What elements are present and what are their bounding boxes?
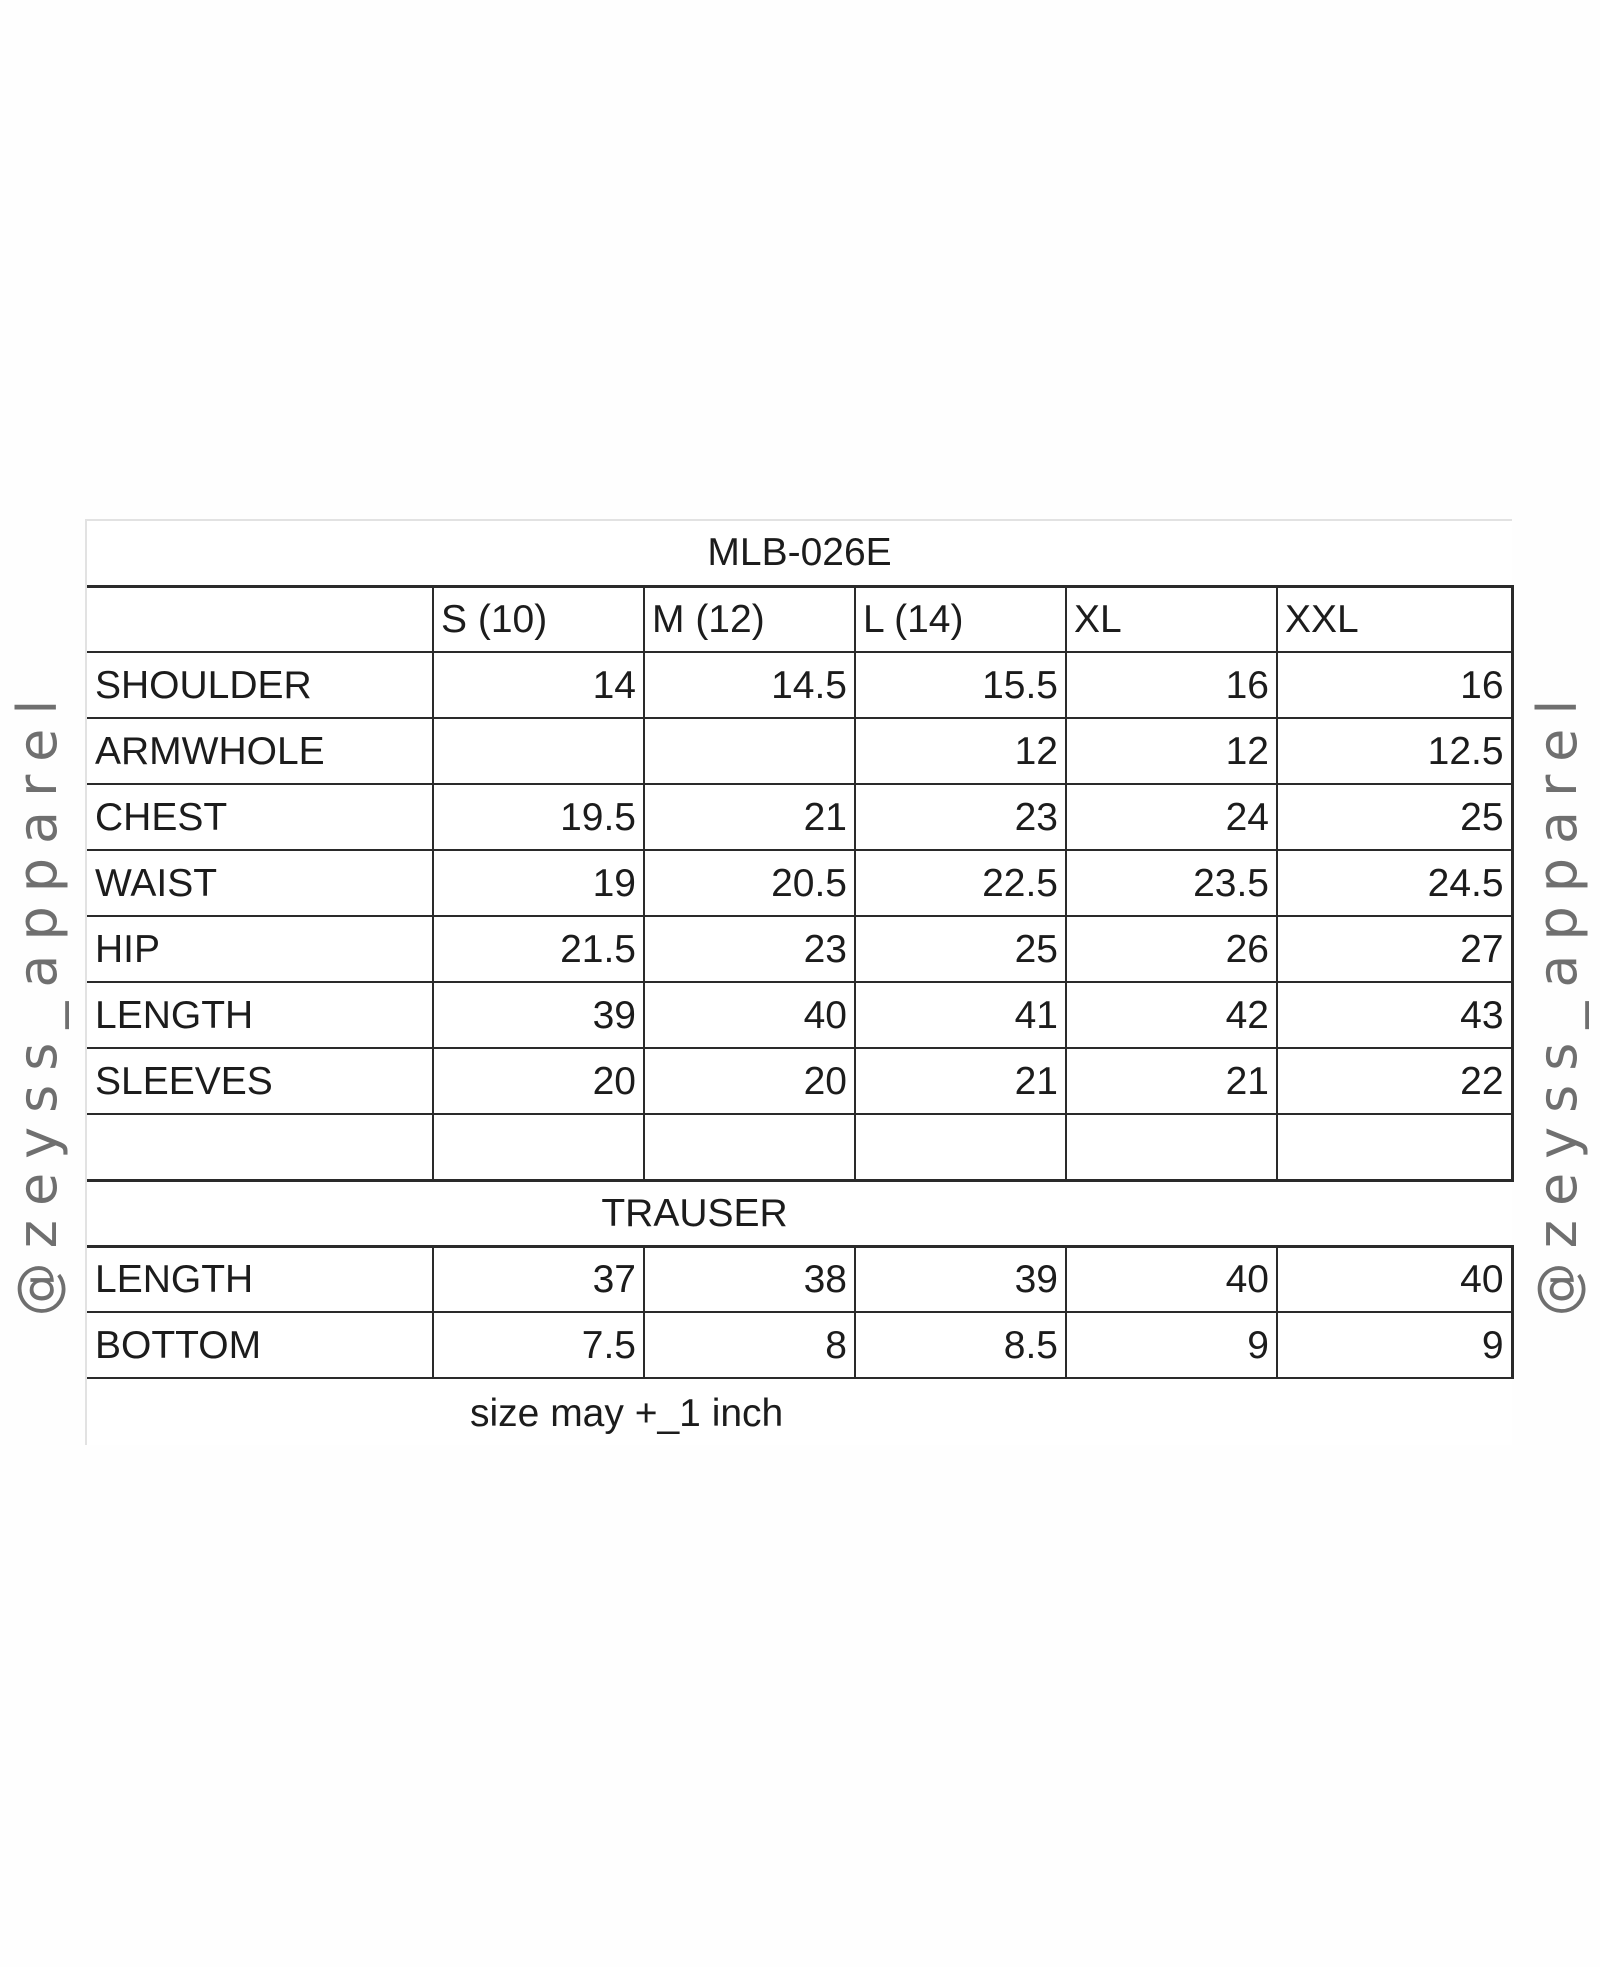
measurement-cell: 25 — [855, 916, 1066, 982]
table-row — [87, 1048, 1512, 1114]
size-note: size may +_1 inch — [470, 1392, 784, 1435]
size-header: M (12) — [644, 586, 855, 652]
measurement-cell: 8 — [644, 1312, 855, 1378]
measurement-cell: 20 — [433, 1048, 644, 1114]
measurement-cell: 19.5 — [433, 784, 644, 850]
size-header-row — [87, 586, 1512, 652]
measurement-cell — [1277, 1114, 1512, 1180]
measurement-cell: 38 — [644, 1246, 855, 1312]
table-row — [87, 850, 1512, 916]
watermark-right: @zeyss_apparel — [1526, 685, 1589, 1317]
measurement-cell: 9 — [1277, 1312, 1512, 1378]
size-header: L (14) — [855, 586, 1066, 652]
measurement-cell: 21 — [855, 1048, 1066, 1114]
size-header: S (10) — [433, 586, 644, 652]
table-row — [87, 1114, 1512, 1180]
measurement-cell — [644, 718, 855, 784]
measurement-cell: 14.5 — [644, 652, 855, 718]
row-label: BOTTOM — [87, 1312, 433, 1378]
top-measurements — [87, 652, 1512, 1180]
watermark-left: @zeyss_apparel — [6, 685, 69, 1317]
note-row — [87, 1378, 1512, 1448]
measurement-cell: 14 — [433, 652, 644, 718]
measurement-cell: 23 — [644, 916, 855, 982]
title-row — [87, 520, 1512, 586]
measurement-cell: 40 — [1277, 1246, 1512, 1312]
measurement-cell: 24.5 — [1277, 850, 1512, 916]
table-row — [87, 916, 1512, 982]
table-row — [87, 718, 1512, 784]
measurement-cell: 16 — [1066, 652, 1277, 718]
measurement-cell: 16 — [1277, 652, 1512, 718]
table-row — [87, 1312, 1512, 1378]
row-label: HIP — [87, 916, 433, 982]
measurement-cell — [855, 1114, 1066, 1180]
measurement-cell: 37 — [433, 1246, 644, 1312]
measurement-cell: 41 — [855, 982, 1066, 1048]
table-row — [87, 982, 1512, 1048]
chart-title: MLB-026E — [87, 520, 1512, 586]
row-label: SHOULDER — [87, 652, 433, 718]
table-row — [87, 1246, 1512, 1312]
measurement-cell: 27 — [1277, 916, 1512, 982]
measurement-cell: 19 — [433, 850, 644, 916]
measurement-cell: 25 — [1277, 784, 1512, 850]
measurement-cell: 39 — [855, 1246, 1066, 1312]
row-label: CHEST — [87, 784, 433, 850]
header-label-cell — [87, 586, 433, 652]
measurement-cell: 22 — [1277, 1048, 1512, 1114]
measurement-cell: 21.5 — [433, 916, 644, 982]
measurement-cell — [644, 1114, 855, 1180]
row-label: LENGTH — [87, 1246, 433, 1312]
size-header: XL — [1066, 586, 1277, 652]
section-row — [87, 1180, 1512, 1246]
measurement-cell: 8.5 — [855, 1312, 1066, 1378]
measurement-cell: 12 — [855, 718, 1066, 784]
row-label: WAIST — [87, 850, 433, 916]
measurement-cell: 42 — [1066, 982, 1277, 1048]
row-label: LENGTH — [87, 982, 433, 1048]
measurement-cell: 43 — [1277, 982, 1512, 1048]
measurement-cell: 20.5 — [644, 850, 855, 916]
measurement-cell: 39 — [433, 982, 644, 1048]
row-label: ARMWHOLE — [87, 718, 433, 784]
measurement-cell: 40 — [1066, 1246, 1277, 1312]
measurement-cell — [1066, 1114, 1277, 1180]
row-label — [87, 1114, 433, 1180]
measurement-cell: 24 — [1066, 784, 1277, 850]
measurement-cell: 12 — [1066, 718, 1277, 784]
measurement-cell: 7.5 — [433, 1312, 644, 1378]
measurement-cell: 40 — [644, 982, 855, 1048]
row-label: SLEEVES — [87, 1048, 433, 1114]
measurement-cell: 20 — [644, 1048, 855, 1114]
measurement-cell: 21 — [1066, 1048, 1277, 1114]
trouser-measurements — [87, 1246, 1512, 1378]
measurement-cell: 12.5 — [1277, 718, 1512, 784]
table-row — [87, 784, 1512, 850]
measurement-cell: 26 — [1066, 916, 1277, 982]
measurement-cell — [433, 1114, 644, 1180]
table-row — [87, 652, 1512, 718]
measurement-cell: 9 — [1066, 1312, 1277, 1378]
measurement-cell: 15.5 — [855, 652, 1066, 718]
measurement-cell: 23.5 — [1066, 850, 1277, 916]
measurement-cell: 21 — [644, 784, 855, 850]
measurement-cell: 22.5 — [855, 850, 1066, 916]
section-title: TRAUSER — [87, 1180, 1512, 1246]
measurement-cell — [433, 718, 644, 784]
size-header: XXL — [1277, 586, 1512, 652]
measurement-cell: 23 — [855, 784, 1066, 850]
size-chart-table — [87, 520, 1514, 1448]
